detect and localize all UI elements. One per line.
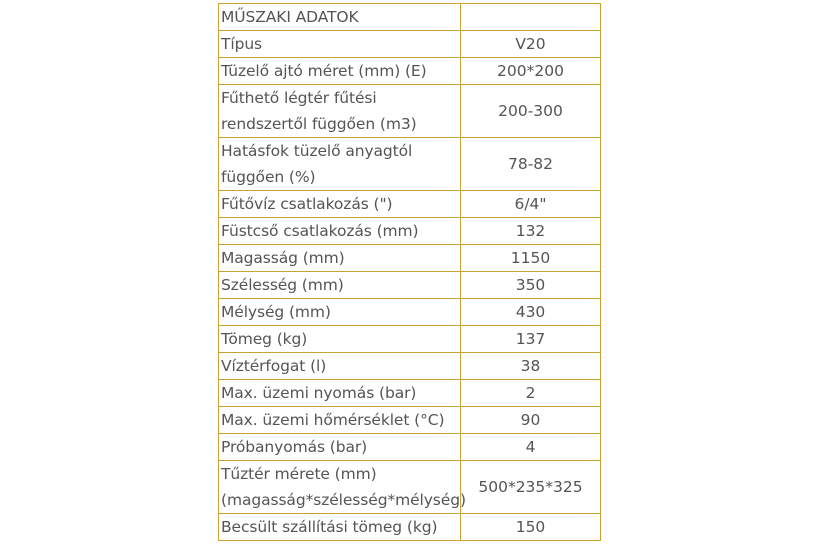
spec-value: 200*200 bbox=[461, 58, 601, 85]
spec-label: Szélesség (mm) bbox=[219, 272, 461, 299]
spec-label: Tűztér mérete (mm) (magasság*szélesség*mélység) bbox=[219, 461, 461, 514]
spec-label: Típus bbox=[219, 31, 461, 58]
spec-label: Max. üzemi hőmérséklet (°C) bbox=[219, 407, 461, 434]
spec-label: Mélység (mm) bbox=[219, 299, 461, 326]
table-row bbox=[219, 31, 601, 58]
spec-value: 38 bbox=[461, 353, 601, 380]
table-header-row bbox=[219, 4, 601, 31]
spec-label: Próbanyomás (bar) bbox=[219, 434, 461, 461]
spec-value: 1150 bbox=[461, 245, 601, 272]
spec-label: Tömeg (kg) bbox=[219, 326, 461, 353]
spec-value: 90 bbox=[461, 407, 601, 434]
table-title: MŰSZAKI ADATOK bbox=[219, 4, 461, 31]
spec-label: Magasság (mm) bbox=[219, 245, 461, 272]
spec-value: 350 bbox=[461, 272, 601, 299]
table-row bbox=[219, 245, 601, 272]
table-row bbox=[219, 138, 601, 191]
table-row bbox=[219, 380, 601, 407]
table-row bbox=[219, 326, 601, 353]
spec-value: 150 bbox=[461, 514, 601, 541]
table-row bbox=[219, 218, 601, 245]
spec-value: V20 bbox=[461, 31, 601, 58]
spec-label: Max. üzemi nyomás (bar) bbox=[219, 380, 461, 407]
table-row bbox=[219, 299, 601, 326]
spec-label: Becsült szállítási tömeg (kg) bbox=[219, 514, 461, 541]
spec-value: 132 bbox=[461, 218, 601, 245]
spec-label: Fűtővíz csatlakozás (") bbox=[219, 191, 461, 218]
table-row bbox=[219, 85, 601, 138]
spec-value: 6/4" bbox=[461, 191, 601, 218]
table-row bbox=[219, 407, 601, 434]
spec-value: 500*235*325 bbox=[461, 461, 601, 514]
spec-value: 2 bbox=[461, 380, 601, 407]
table-row bbox=[219, 272, 601, 299]
table-row bbox=[219, 434, 601, 461]
spec-label: Hatásfok tüzelő anyagtól függően (%) bbox=[219, 138, 461, 191]
table-row bbox=[219, 58, 601, 85]
spec-label: Fűthető légtér fűtési rendszertől függően (m3) bbox=[219, 85, 461, 138]
table-row bbox=[219, 353, 601, 380]
spec-table bbox=[218, 3, 601, 541]
spec-label: Tüzelő ajtó méret (mm) (E) bbox=[219, 58, 461, 85]
spec-value: 137 bbox=[461, 326, 601, 353]
spec-value: 4 bbox=[461, 434, 601, 461]
spec-label: Füstcső csatlakozás (mm) bbox=[219, 218, 461, 245]
table-row bbox=[219, 461, 601, 514]
spec-value: 430 bbox=[461, 299, 601, 326]
table-row bbox=[219, 191, 601, 218]
spec-value: 200-300 bbox=[461, 85, 601, 138]
table-row bbox=[219, 514, 601, 541]
spec-label: Víztérfogat (l) bbox=[219, 353, 461, 380]
spec-value: 78-82 bbox=[461, 138, 601, 191]
table-header-value bbox=[461, 4, 601, 31]
